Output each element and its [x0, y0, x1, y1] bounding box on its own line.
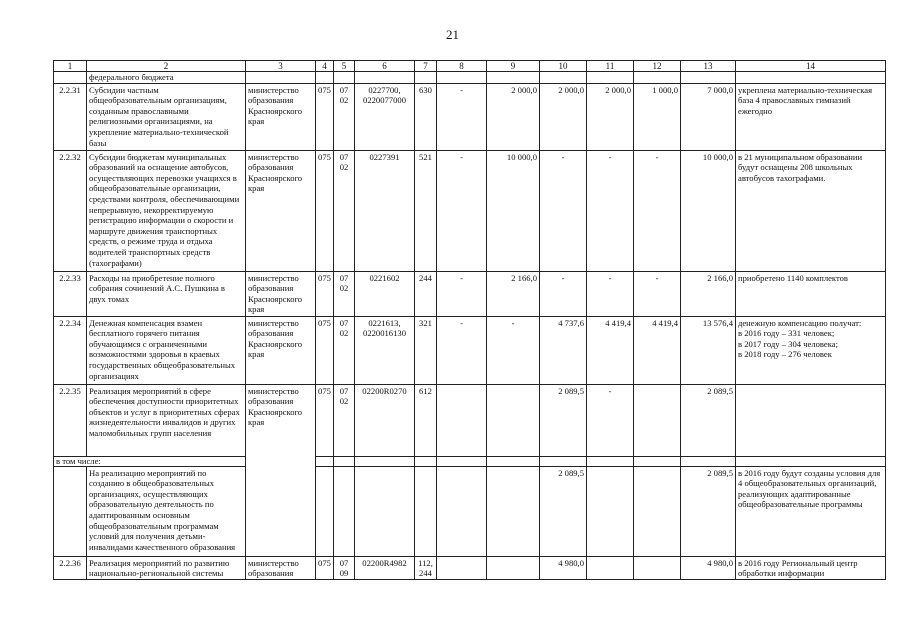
row-c13: 10 000,0 [681, 150, 736, 271]
row-number-cell [54, 466, 87, 556]
row-c8: - [437, 271, 487, 316]
row-c9: 10 000,0 [487, 150, 540, 271]
header-cell: 12 [634, 61, 681, 72]
row-number: 2.2.36 [54, 556, 87, 579]
table-row [54, 556, 886, 579]
row-c4: 075 [316, 83, 334, 150]
table-row [54, 150, 886, 271]
row-c6: 0221613, 0220016130 [355, 316, 415, 384]
header-cell: 8 [437, 61, 487, 72]
subrow-c13: 2 089,5 [681, 466, 736, 556]
header-cell: 9 [487, 61, 540, 72]
row-c7: 612 [415, 384, 437, 456]
row-number: 2.2.31 [54, 83, 87, 150]
row-organization: министерство образования Красноярского края [246, 83, 316, 150]
row-c8: - [437, 316, 487, 384]
row-organization: министерство образования [246, 556, 316, 579]
row-number-cell [54, 72, 87, 84]
row-c12: - [634, 150, 681, 271]
header-cell: 3 [246, 61, 316, 72]
row-c12: 4 419,4 [634, 316, 681, 384]
row-c4: 075 [316, 316, 334, 384]
subrow-name: На реализацию мероприятий по созданию в общеобразовательных организациях, осуществляющих образовательную деятельность по адаптированным основным общеобразовательным программам условий для получения детьми-инвалидами качественного образования [87, 466, 246, 556]
row-name: Субсидии бюджетам муниципальных образований на оснащение автобусов, осуществляющих перевозки учащихся в общеобразовательные организации, средствами контроля, обеспечивающими непрерывную, некорректируемую регистрацию информации о скорости и маршруте движения транспортных средств, о режиме труда и отдыха водителей транспортных средств (тахографами) [87, 150, 246, 271]
row-number: 2.2.33 [54, 271, 87, 316]
table-row [54, 384, 886, 456]
row-c13: 2 089,5 [681, 384, 736, 456]
row-c14: приобретено 1140 комплектов [736, 271, 886, 316]
row-c12: 1 000,0 [634, 83, 681, 150]
subrow-c10: 2 089,5 [540, 466, 587, 556]
row-name: Субсидии частным общеобразовательным организациям, созданным православными религиозными организациями, на укрепление материально-технической базы [87, 83, 246, 150]
row-number: 2.2.34 [54, 316, 87, 384]
row-c11: - [587, 271, 634, 316]
header-cell: 11 [587, 61, 634, 72]
row-c11: - [587, 384, 634, 456]
header-cell: 4 [316, 61, 334, 72]
row-c6: 0227391 [355, 150, 415, 271]
row-c10: 4 980,0 [540, 556, 587, 579]
row-c10: - [540, 150, 587, 271]
row-c13: 7 000,0 [681, 83, 736, 150]
row-c7: 244 [415, 271, 437, 316]
row-c9 [487, 384, 540, 456]
row-c6: 0221602 [355, 271, 415, 316]
header-cell: 10 [540, 61, 587, 72]
row-name: Реализация мероприятий по развитию национально-региональной системы [87, 556, 246, 579]
row-c5: 07 09 [334, 556, 355, 579]
row-c4: 075 [316, 384, 334, 456]
row-c5: 07 02 [334, 150, 355, 271]
row-c14: в 21 муниципальном образовании будут оснащены 208 школьных автобусов тахографами. [736, 150, 886, 271]
including-label: в том числе: [54, 456, 246, 466]
row-number: 2.2.32 [54, 150, 87, 271]
row-c9: 2 166,0 [487, 271, 540, 316]
row-c10: 4 737,6 [540, 316, 587, 384]
header-cell: 1 [54, 61, 87, 72]
row-c11: - [587, 150, 634, 271]
row-c5: 07 02 [334, 384, 355, 456]
row-name: Расходы на приобретение полного собрания сочинений А.С. Пушкина в двух томах [87, 271, 246, 316]
header-cell: 2 [87, 61, 246, 72]
table-header-row [54, 61, 886, 72]
row-c4: 075 [316, 271, 334, 316]
row-c12 [634, 384, 681, 456]
row-c8 [437, 384, 487, 456]
table-row [54, 83, 886, 150]
table-subrow [54, 466, 886, 556]
continuation-label: федерального бюджета [87, 72, 246, 84]
row-organization: министерство образования Красноярского края [246, 384, 316, 556]
row-organization: министерство образования Красноярского края [246, 271, 316, 316]
row-c9: 2 000,0 [487, 83, 540, 150]
row-c6: 0227700, 0220077000 [355, 83, 415, 150]
row-c4: 075 [316, 556, 334, 579]
row-c12: - [634, 271, 681, 316]
header-cell: 5 [334, 61, 355, 72]
subrow-c14: в 2016 году будут созданы условия для 4 общеобразовательных организаций, реализующих адаптированные общеобразовательные программы [736, 466, 886, 556]
row-organization: министерство образования Красноярского края [246, 316, 316, 384]
row-c7: 321 [415, 316, 437, 384]
table-row [54, 316, 886, 384]
row-c14 [736, 384, 886, 456]
row-c11: 2 000,0 [587, 83, 634, 150]
row-c5: 07 02 [334, 83, 355, 150]
row-c7: 630 [415, 83, 437, 150]
header-cell: 7 [415, 61, 437, 72]
row-name: Реализация мероприятий в сфере обеспечения доступности приоритетных объектов и услуг в приоритетных сферах жизнедеятельности инвалидов и других маломобильных групп населения [87, 384, 246, 456]
row-c13: 2 166,0 [681, 271, 736, 316]
row-c14: укреплена материально-техническая база 4 православных гимназий ежегодно [736, 83, 886, 150]
row-c9: - [487, 316, 540, 384]
row-c11: 4 419,4 [587, 316, 634, 384]
row-c13: 4 980,0 [681, 556, 736, 579]
row-c10: 2 089,5 [540, 384, 587, 456]
row-c8: - [437, 83, 487, 150]
row-c6: 02200R4982 [355, 556, 415, 579]
row-c14: денежную компенсацию получат: в 2016 году – 331 человек; в 2017 году – 304 человека; в 2018 году – 276 человек [736, 316, 886, 384]
row-c5: 07 02 [334, 271, 355, 316]
header-cell: 14 [736, 61, 886, 72]
row-c5: 07 02 [334, 316, 355, 384]
row-c7: 521 [415, 150, 437, 271]
row-c8: - [437, 150, 487, 271]
row-c10: 2 000,0 [540, 83, 587, 150]
table-row [54, 271, 886, 316]
page-number: 21 [446, 27, 459, 42]
including-row [54, 456, 886, 466]
row-c7: 112, 244 [415, 556, 437, 579]
continuation-row [54, 72, 886, 84]
header-cell: 6 [355, 61, 415, 72]
row-c14: в 2016 году Региональный центр обработки информации [736, 556, 886, 579]
header-cell: 13 [681, 61, 736, 72]
row-number: 2.2.35 [54, 384, 87, 456]
row-name: Денежная компенсация взамен бесплатного горячего питания обучающимся с ограниченными возможностями здоровья в краевых государственных общеобразовательных организациях [87, 316, 246, 384]
row-c10: - [540, 271, 587, 316]
row-organization: министерство образования Красноярского края [246, 150, 316, 271]
row-c4: 075 [316, 150, 334, 271]
row-c13: 13 576,4 [681, 316, 736, 384]
budget-table [53, 60, 886, 580]
row-c6: 02200R0270 [355, 384, 415, 456]
